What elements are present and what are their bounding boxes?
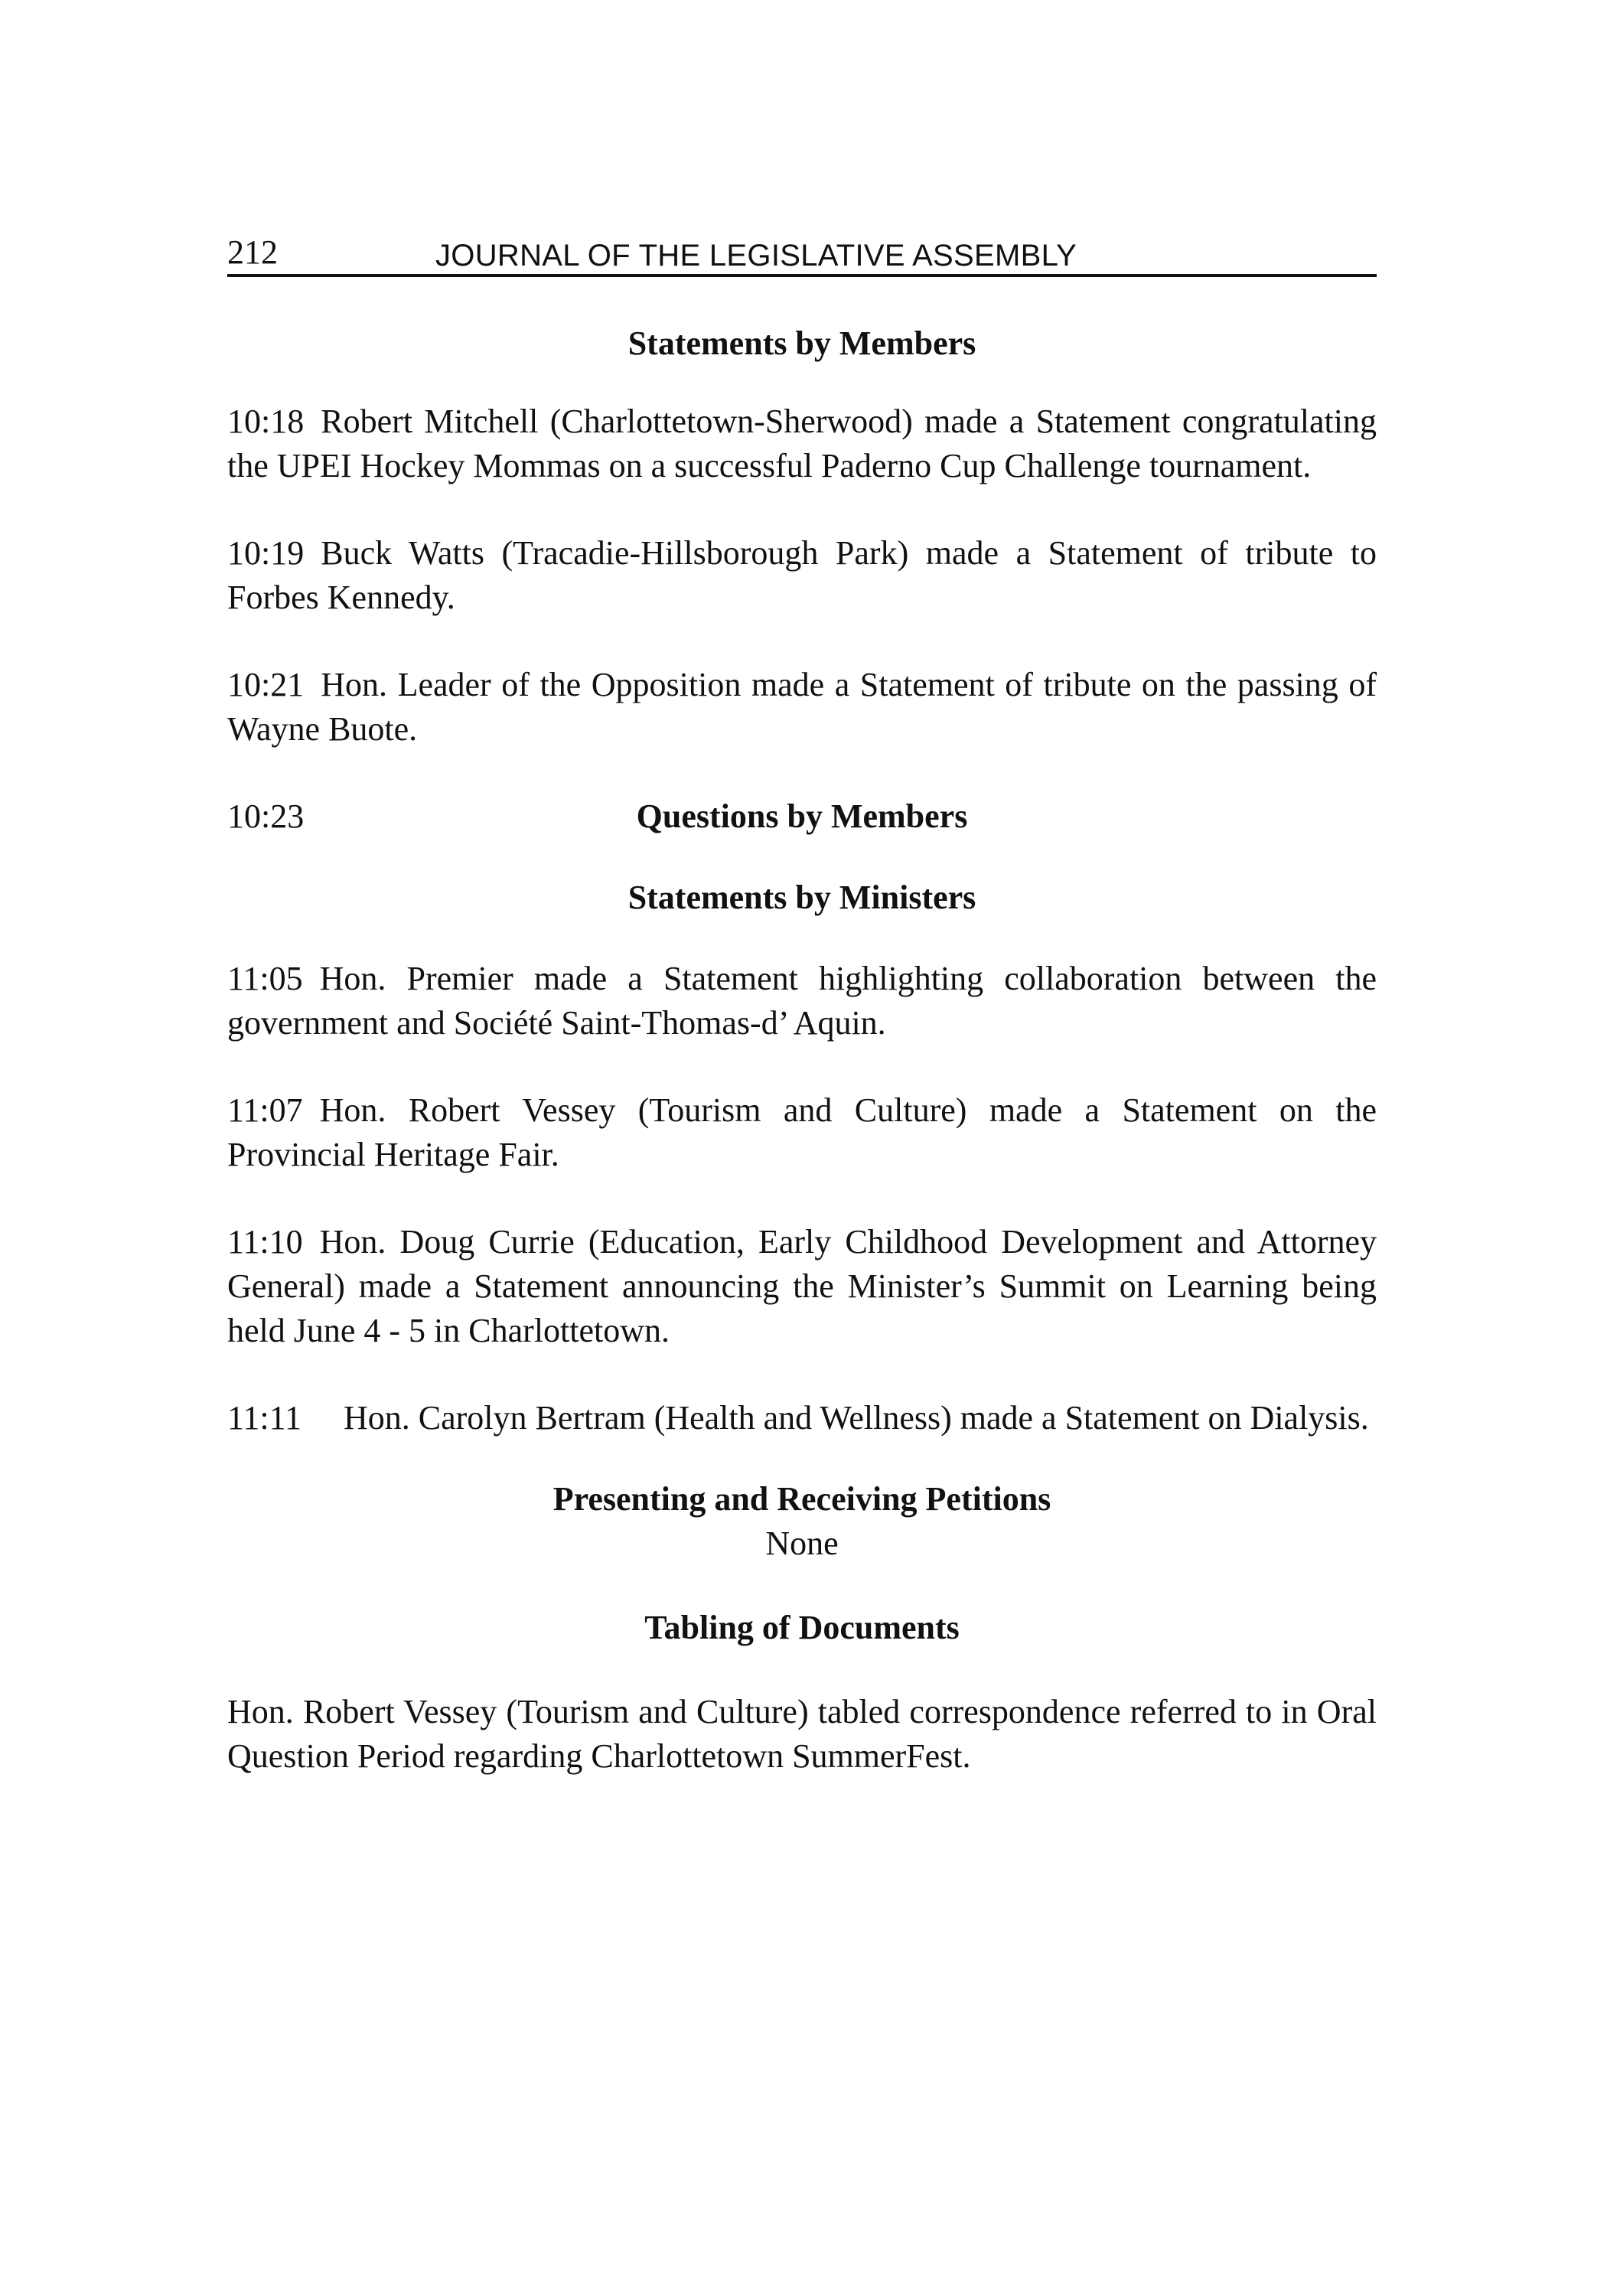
- petitions-body: None: [765, 1525, 839, 1562]
- section-heading-statements-by-members: Statements by Members: [627, 325, 976, 362]
- entry-paragraph: [227, 1088, 1377, 1177]
- entry-paragraph: [227, 1220, 1377, 1353]
- questions-row: [227, 794, 1377, 839]
- journal-page: [227, 230, 1377, 1779]
- page-number: 212: [227, 233, 278, 271]
- entry-text: Buck Watts (Tracadie-Hillsborough Park) made a Statement of tribute to Forbes Kennedy.: [227, 534, 1377, 616]
- entry-paragraph: [227, 400, 1377, 488]
- entry-text: Hon. Doug Currie (Education, Early Childhood Development and Attorney General) made a Statement announcing the Minister’s Summit on Learning being held June 4 - 5 in Charlottetown.: [227, 1223, 1377, 1349]
- section-heading-questions-by-members: Questions by Members: [636, 797, 968, 835]
- entry-time: 10:21: [227, 666, 305, 703]
- entry-paragraph: [227, 663, 1377, 752]
- tabling-paragraph: Hon. Robert Vessey (Tourism and Culture) tabled correspondence referred to in Oral Question Period regarding Charlottetown SummerFest.: [227, 1693, 1377, 1775]
- entry-paragraph: [227, 1396, 1377, 1440]
- entry-text: Robert Mitchell (Charlottetown-Sherwood) made a Statement congratulating the UPEI Hockey Mommas on a successful Paderno Cup Challenge tournament.: [227, 403, 1377, 484]
- entry-time: 11:11: [227, 1399, 302, 1437]
- entry-time: 11:07: [227, 1091, 303, 1129]
- entry-text: Hon. Leader of the Opposition made a Statement of tribute on the passing of Wayne Buote.: [227, 666, 1377, 748]
- section-heading-petitions: Presenting and Receiving Petitions: [553, 1480, 1051, 1518]
- section-heading-statements-by-ministers: Statements by Ministers: [627, 879, 976, 916]
- entry-paragraph: [227, 957, 1377, 1045]
- section-heading-tabling-of-documents: Tabling of Documents: [644, 1609, 960, 1646]
- page-header: [227, 230, 1377, 277]
- running-title: JOURNAL OF THE LEGISLATIVE ASSEMBLY: [435, 239, 1077, 272]
- entry-time: 11:05: [227, 960, 303, 997]
- entry-text: Hon. Robert Vessey (Tourism and Culture) made a Statement on the Provincial Heritage Fair.: [227, 1091, 1377, 1173]
- entry-time: 10:19: [227, 534, 305, 572]
- entry-text: Hon. Premier made a Statement highlighting collaboration between the government and Société Saint-Thomas-d’ Aquin.: [227, 960, 1377, 1042]
- entry-time: 11:10: [227, 1223, 303, 1261]
- entry-text: Hon. Carolyn Bertram (Health and Wellness) made a Statement on Dialysis.: [344, 1399, 1369, 1437]
- entry-paragraph: [227, 531, 1377, 620]
- entry-time: 10:23: [227, 797, 305, 835]
- entry-time: 10:18: [227, 403, 305, 440]
